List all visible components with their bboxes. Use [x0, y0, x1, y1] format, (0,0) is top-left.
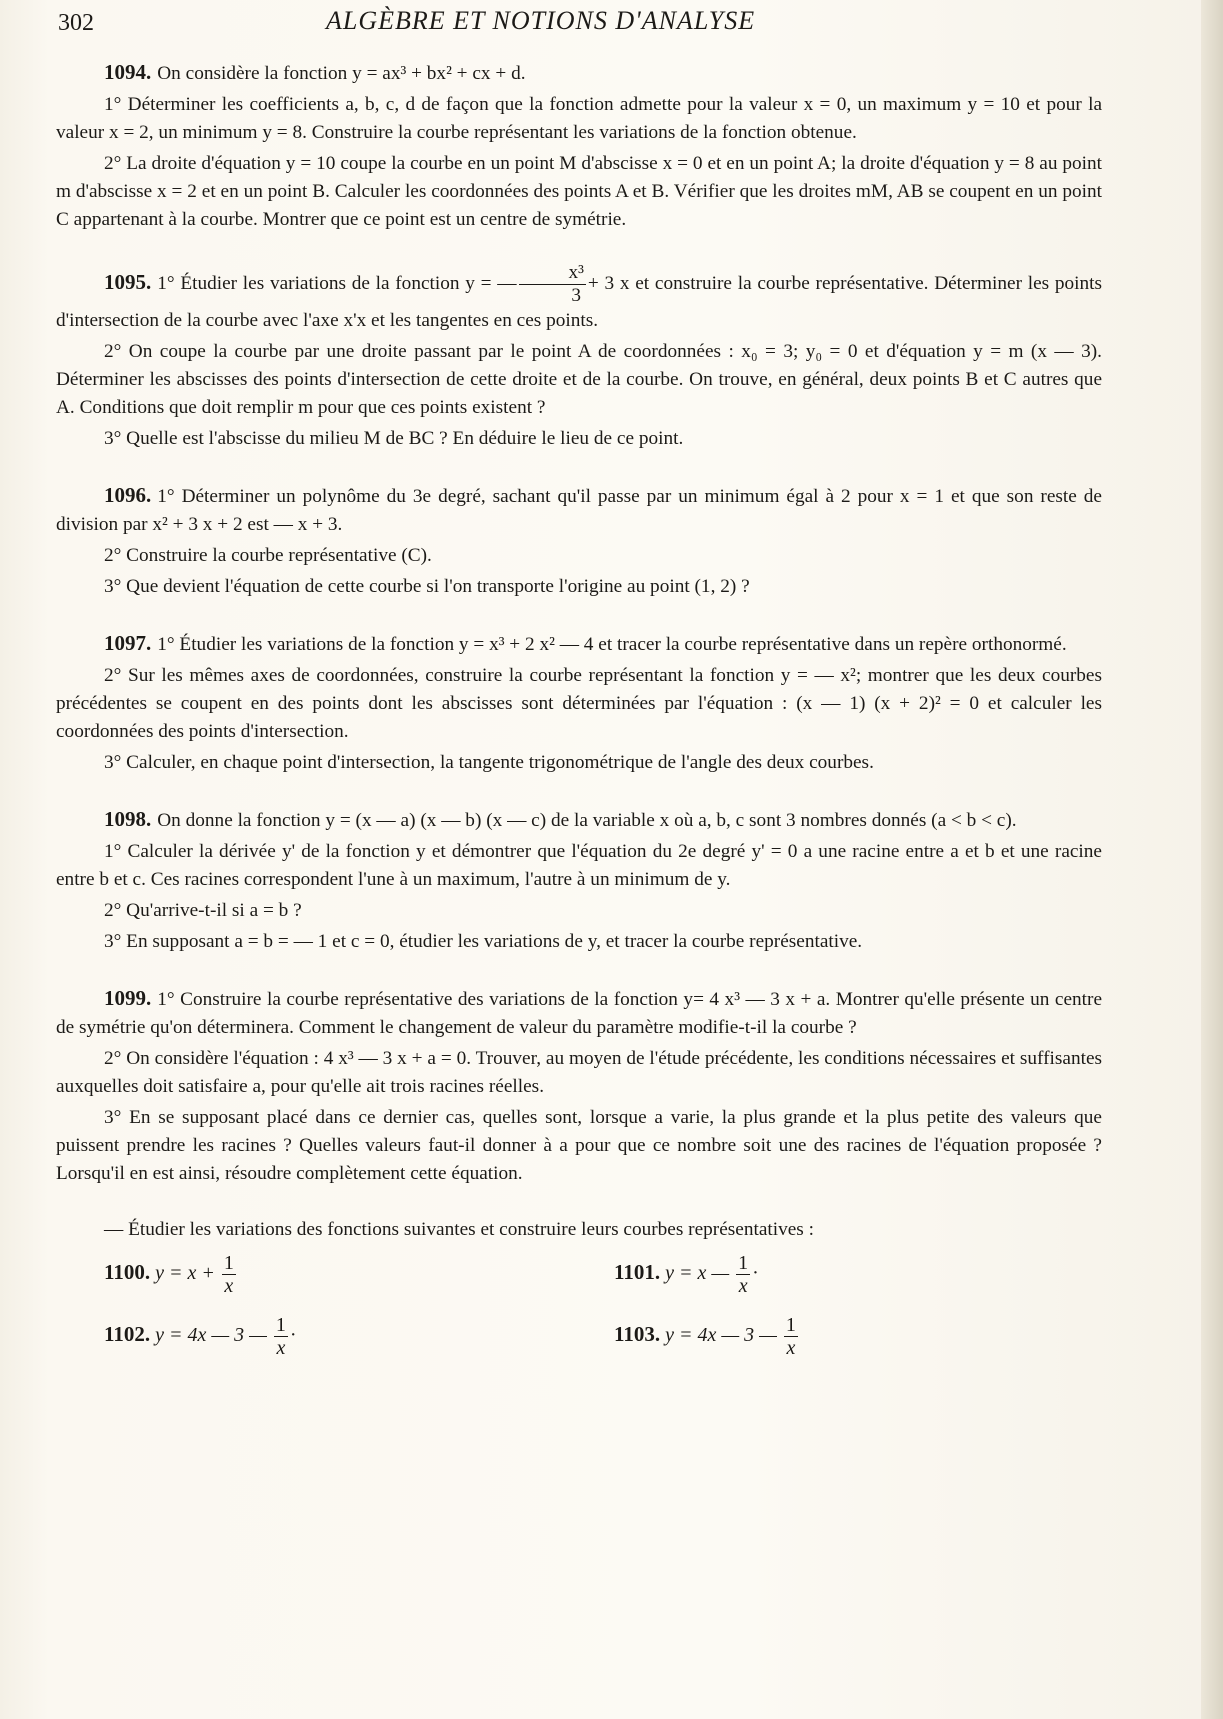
question-3: 3° Que devient l'équation de cette courbe si l'on transporte l'origine au point (1, 2) ?	[104, 576, 750, 597]
question-2: 2° On coupe la courbe par une droite passant par le point A de coordonnées : x₀ = 3; y₀ = 0 et d'équation y = m (x — 3). Déterminer les abscisses des points d'intersection de cette droite et de la courbe. On trouve, en général, deux points B et C autres que A. Conditions que doit remplir m pour que ces points existent ?	[56, 341, 1102, 418]
question-3: 3° Calculer, en chaque point d'intersection, la tangente trigonométrique de l'angle des deux courbes.	[104, 752, 874, 773]
function-lhs: y = x —	[665, 1262, 730, 1285]
exercise-number: 1099.	[104, 986, 152, 1010]
question-2: 2° Qu'arrive-t-il si a = b ?	[104, 900, 302, 921]
function-lhs: y = 4x — 3 —	[665, 1324, 777, 1347]
question-1: 1° Déterminer un polynôme du 3e degré, sachant qu'il passe par un minimum égal à 2 pour x = 1 et que son reste de division par x² + 3 x + 2 est — x + 3.	[56, 486, 1102, 535]
exercise-number: 1095.	[104, 269, 152, 294]
question-3: 3° En se supposant placé dans ce dernier cas, quelles sont, lorsque a varie, la plus grande et la plus petite des valeurs que puissent prendre les racines ? Quelles valeurs faut-il donner à a pour que ce nombre soit une des racines de l'équation proposée ? Lorsqu'il en est ainsi, résoudre complètement cette équation.	[56, 1107, 1102, 1184]
exercise-1095	[56, 262, 1102, 453]
question-1: 1° Calculer la dérivée y' de la fonction y et démontrer que l'équation du 2e degré y' = 0 a une racine entre a et b et une racine entre b et c. Ces racines correspondent l'une à un maximum, l'autre à un minimum de y.	[56, 841, 1102, 890]
exercise-1097	[56, 629, 1102, 777]
exercise-number: 1100.	[104, 1260, 151, 1285]
function-tail: ·	[289, 1324, 297, 1347]
function-lhs: y = x +	[155, 1262, 215, 1285]
question-1: 1° Déterminer les coefficients a, b, c, d de façon que la fonction admette pour la valeur x = 0, un maximum y = 10 et pour la valeur x = 2, un minimum y = 8. Construire la courbe représentant les variations de la fonction obtenue.	[56, 94, 1102, 143]
question-1: 1° Étudier les variations de la fonction y = x³ + 2 x² — 4 et tracer la courbe représentative dans un repère orthonormé.	[157, 634, 1067, 655]
exercise-number: 1103.	[614, 1322, 661, 1347]
exercise-number: 1094.	[104, 60, 152, 84]
fraction	[519, 262, 586, 307]
fraction-numerator: 1	[785, 1314, 796, 1336]
exercise-intro: On donne la fonction y = (x — a) (x — b) (x — c) de la variable x où a, b, c sont 3 nombres donnés (a < b < c).	[157, 810, 1017, 831]
question-1: 1° Construire la courbe représentative des variations de la fonction y= 4 x³ — 3 x + a. Montrer qu'elle présente un centre de symétrie qu'on déterminera. Comment le changement de valeur du paramètre modifie-t-il la courbe ?	[56, 989, 1102, 1038]
function-lhs: y = 4x — 3 —	[155, 1324, 267, 1347]
function-grid	[56, 1252, 1102, 1382]
fraction-numerator: x³	[519, 262, 586, 285]
function-1100	[104, 1252, 238, 1297]
question-2: 2° On considère l'équation : 4 x³ — 3 x + a = 0. Trouver, au moyen de l'étude précédente, les conditions nécessaires et suffisantes auxquelles doit satisfaire a, pour qu'elle ait trois racines réelles.	[56, 1048, 1102, 1097]
fraction-denominator: x	[276, 1337, 286, 1359]
question-1-part-b: + 3 x et construire la courbe représentative. Déterminer les points d'intersection de la courbe avec l'axe x'x et les tangentes en ces points.	[56, 272, 1103, 331]
exercise-number: 1098.	[104, 807, 152, 831]
page-number: 302	[58, 10, 94, 36]
fraction	[784, 1314, 798, 1359]
exercise-number: 1102.	[104, 1322, 151, 1347]
exercise-number: 1097.	[104, 631, 152, 655]
question-3: 3° En supposant a = b = — 1 et c = 0, étudier les variations de y, et tracer la courbe représentative.	[104, 931, 863, 952]
exercise-intro: On considère la fonction y = ax³ + bx² + cx + d.	[157, 63, 526, 84]
question-2: 2° Sur les mêmes axes de coordonnées, construire la courbe représentant la fonction y = — x²; montrer que les deux courbes précédentes se coupent en des points dont les abscisses sont déterminées par l'équation : (x — 1) (x + 2)² = 0 et calculer les coordonnées des points d'intersection.	[56, 665, 1102, 742]
exercise-list	[56, 58, 1102, 1382]
question-2: 2° Construire la courbe représentative (C).	[104, 545, 432, 566]
function-tail: ·	[752, 1262, 759, 1285]
question-1-part-a: 1° Étudier les variations de la fonction y = —	[157, 272, 517, 294]
running-title: ALGÈBRE ET NOTIONS D'ANALYSE	[326, 6, 756, 35]
question-2: 2° La droite d'équation y = 10 coupe la courbe en un point M d'abscisse x = 0 et en un point A; la droite d'équation y = 8 au point m d'abscisse x = 2 et en un point B. Calculer les coordonnées des points A et B. Vérifier que les droites mM, AB se coupent en un point C appartenant à la courbe. Montrer que ce point est un centre de symétrie.	[56, 153, 1102, 230]
instruction-text: — Étudier les variations des fonctions suivantes et construire leurs courbes représentatives :	[104, 1219, 814, 1240]
fraction-numerator: 1	[223, 1252, 234, 1274]
fraction	[736, 1252, 750, 1297]
fraction	[274, 1314, 288, 1359]
function-1102	[104, 1314, 297, 1359]
fraction-numerator: 1	[738, 1252, 749, 1274]
fraction-numerator: 1	[275, 1314, 286, 1336]
fraction-denominator: 3	[571, 285, 582, 306]
question-3: 3° Quelle est l'abscisse du milieu M de BC ? En déduire le lieu de ce point.	[104, 428, 684, 449]
page-edge	[1201, 0, 1223, 1719]
exercise-number: 1101.	[614, 1260, 661, 1285]
fraction-denominator: x	[786, 1337, 796, 1359]
exercise-1094	[56, 58, 1102, 234]
fraction	[222, 1252, 236, 1297]
function-1101	[614, 1252, 759, 1297]
function-1103	[614, 1314, 800, 1359]
exercise-1098	[56, 805, 1102, 956]
fraction-denominator: x	[738, 1275, 748, 1297]
exercise-number: 1096.	[104, 483, 152, 507]
exercise-1099	[56, 984, 1102, 1188]
exercise-1096	[56, 481, 1102, 601]
fraction-denominator: x	[224, 1275, 234, 1297]
